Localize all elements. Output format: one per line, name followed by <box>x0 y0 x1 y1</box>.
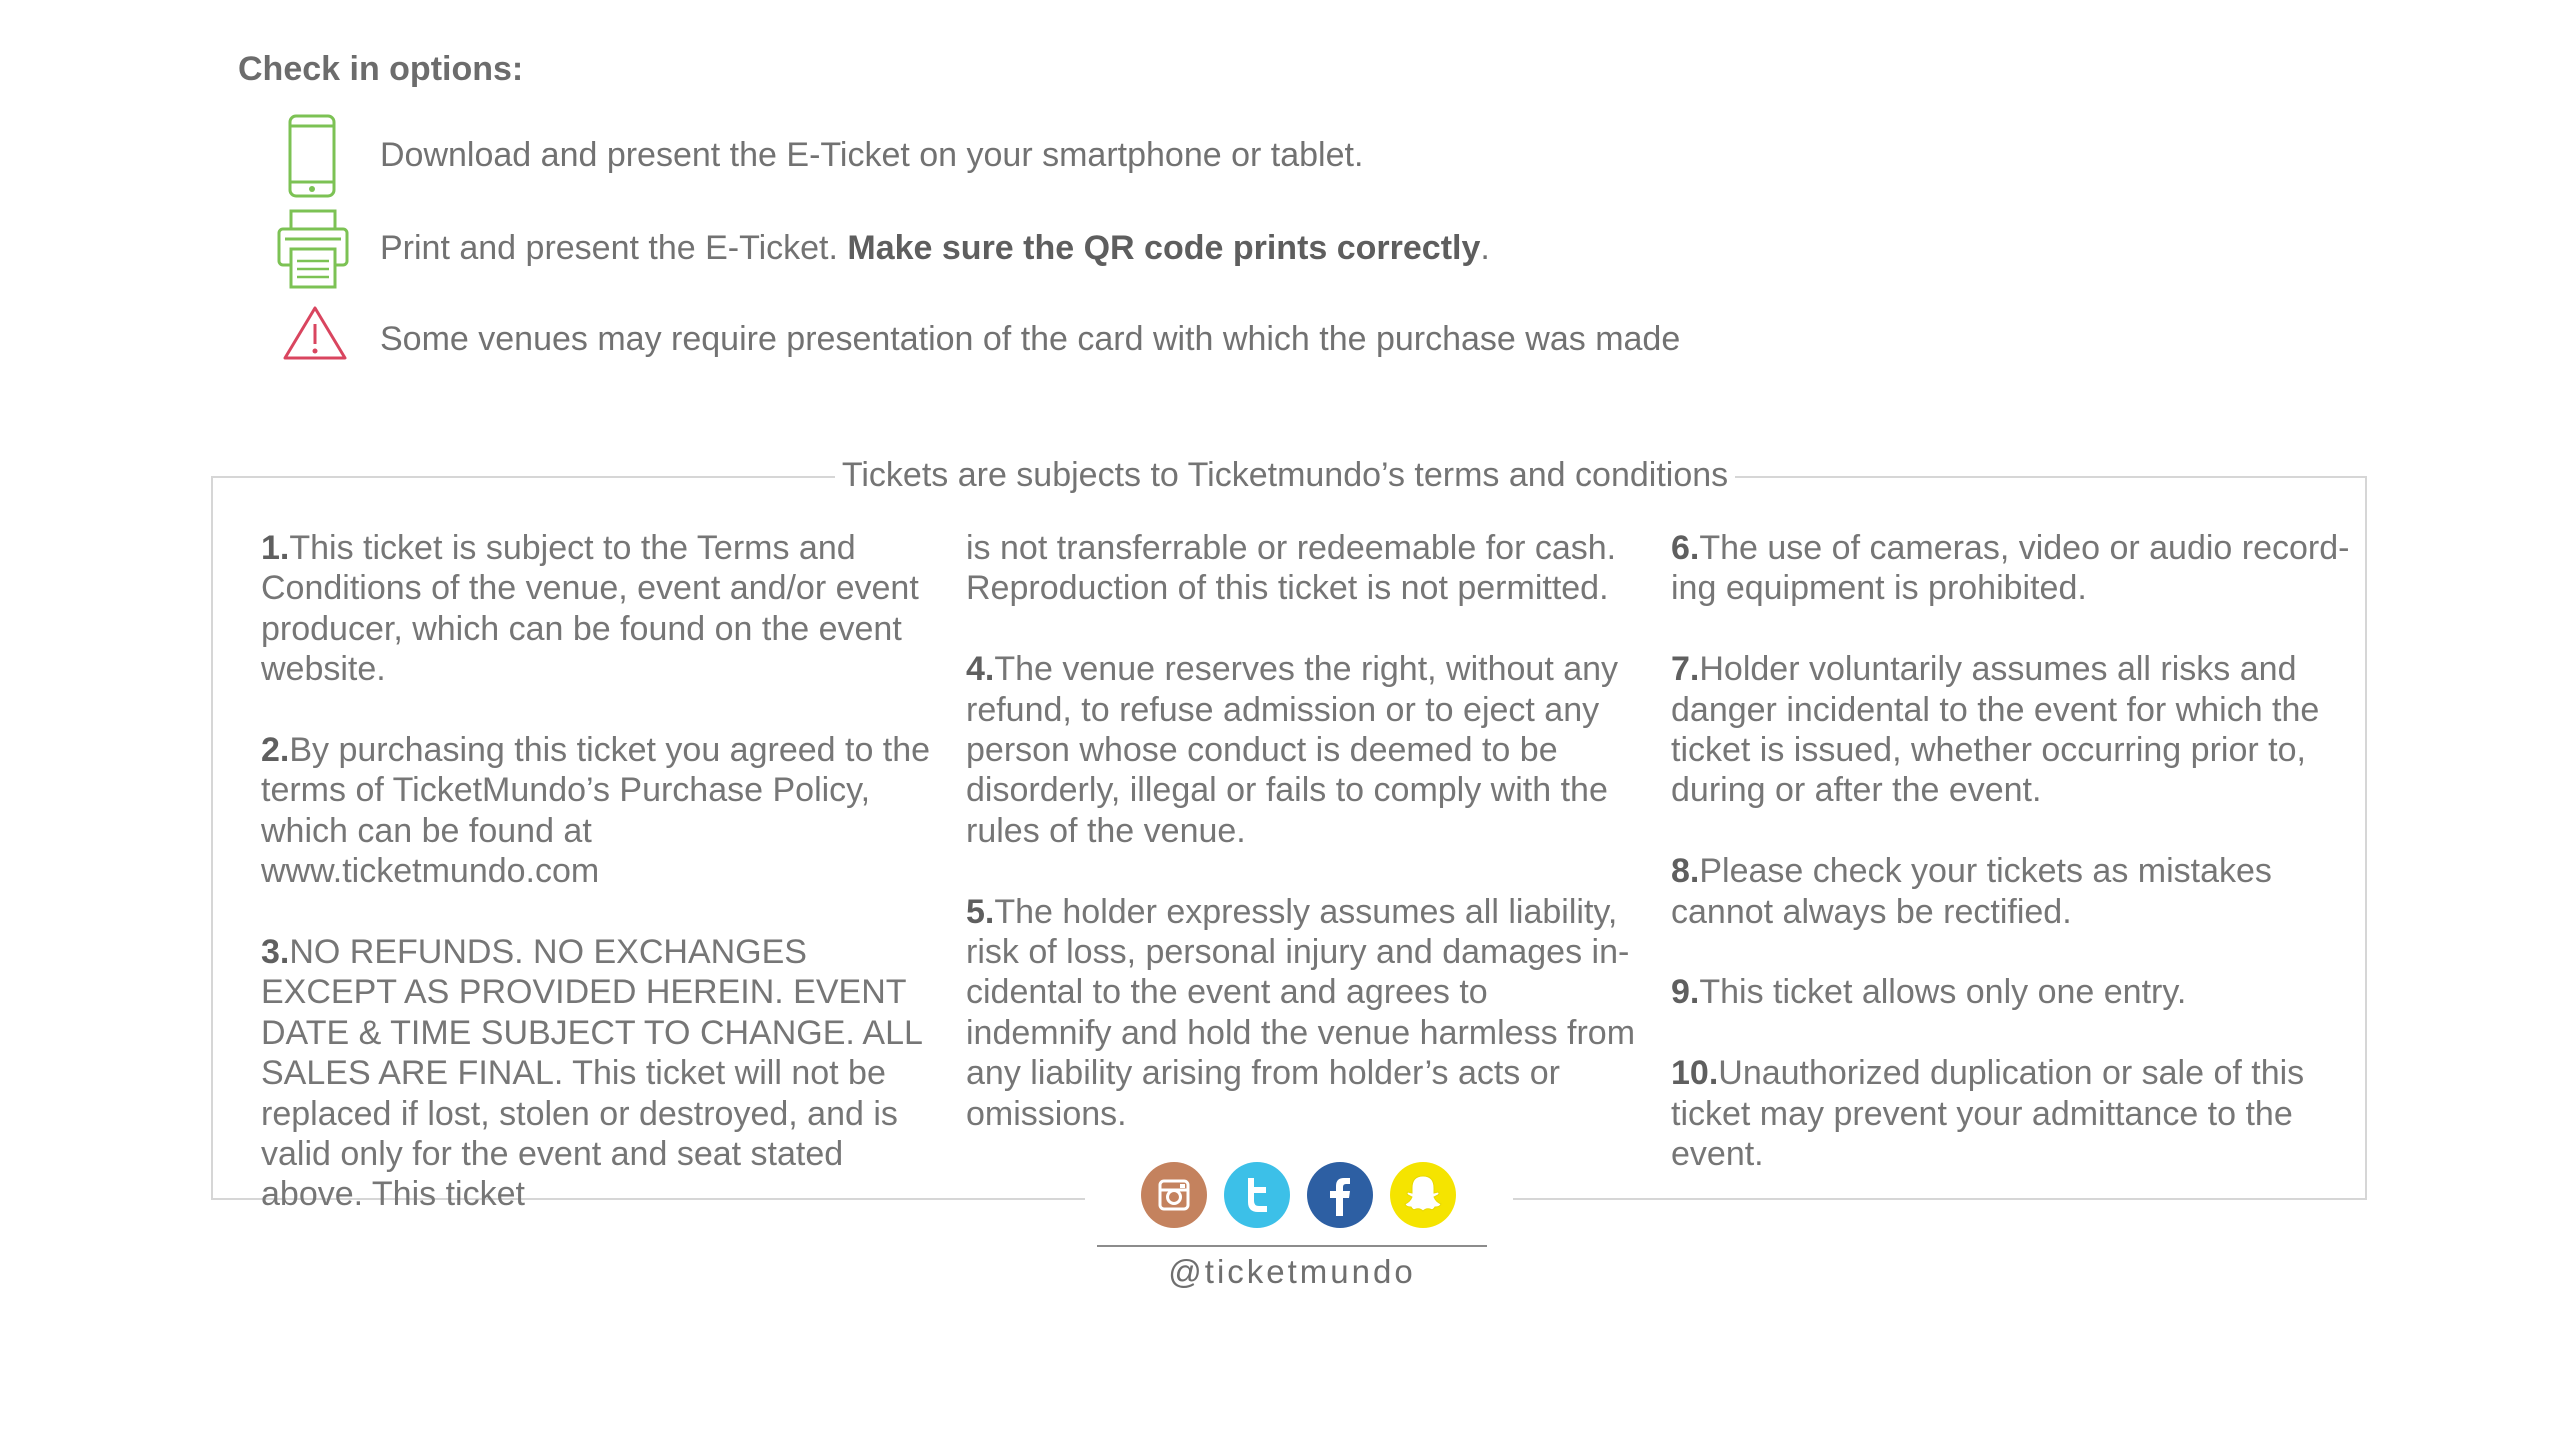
terms-column-1 <box>261 528 931 1255</box>
terms-title: Tickets are subjects to Ticketmundo’s terms and conditions <box>835 456 1735 495</box>
term-item: 9.This ticket allows only one entry. <box>1671 973 2187 1012</box>
terms-column-2 <box>966 528 1636 1174</box>
term-item: 6.The use of cameras, video or audio record-ing equipment is prohibited. <box>1671 529 2350 608</box>
instagram-icon[interactable] <box>1141 1162 1207 1228</box>
qr-code-warning: Make sure the QR code prints correctly <box>847 229 1481 267</box>
social-handle[interactable]: @ticketmundo <box>1168 1253 1416 1290</box>
term-item: 3.NO REFUNDS. NO EXCHANGES EXCEPT AS PROVIDED HEREIN. EVENT DATE & TIME SUBJECT TO CHANGE. ALL SALES ARE FINAL. This ticket will not be replaced if lost, stolen or destroyed, and is valid only for the event and seat stated above. This ticket <box>261 933 922 1214</box>
printer-icon <box>275 205 355 295</box>
checkin-option-text: Print and present the E-Ticket. Make sure the QR code prints correctly. <box>380 229 1490 267</box>
smartphone-icon <box>275 112 355 202</box>
term-item: is not transferrable or redeemable for cash. Reproduction of this ticket is not permitted. <box>966 529 1617 608</box>
term-item: 5.The holder expressly assumes all liability, risk of loss, personal injury and damages in-cidental to the event and agrees to indemnify and hold the venue harmless from any liability arising from holder’s acts or omissions. <box>966 892 1636 1133</box>
handle-divider <box>1097 1245 1487 1247</box>
term-item: 7.Holder voluntarily assumes all risks and danger incidental to the event for which the ticket is issued, whether occurring prior to, during or after the event. <box>1671 650 2320 810</box>
term-item: 1.This ticket is subject to the Terms and Conditions of the venue, event and/or event producer, which can be found on the event website. <box>261 529 919 689</box>
term-item: 8.Please check your tickets as mistakes cannot always be rectified. <box>1671 852 2272 931</box>
check-in-title: Check in options: <box>238 50 524 88</box>
terms-column-3 <box>1671 528 2351 1215</box>
twitter-icon[interactable] <box>1224 1162 1290 1228</box>
checkin-option-text: Some venues may require presentation of the card with which the purchase was made <box>380 320 1681 358</box>
checkin-option-smartphone <box>275 112 1775 202</box>
term-item: 10.Unauthorized duplication or sale of this ticket may prevent your admittance to the event. <box>1671 1054 2305 1174</box>
term-item: 2.By purchasing this ticket you agreed to the terms of TicketMundo’s Purchase Policy, which can be found at www.ticketmundo.com <box>261 731 931 891</box>
snapchat-icon[interactable] <box>1390 1162 1456 1228</box>
checkin-option-print <box>275 205 1775 295</box>
checkin-option-text: Download and present the E-Ticket on your smartphone or tablet. <box>380 136 1364 174</box>
term-item: 4.The venue reserves the right, without any refund, to refuse admission or to eject any person whose conduct is deemed to be disorderly, illegal or fails to comply with the rules of the venue. <box>966 650 1619 850</box>
checkin-option-card-notice <box>275 300 1775 390</box>
facebook-icon[interactable] <box>1307 1162 1373 1228</box>
warning-icon <box>275 300 355 390</box>
